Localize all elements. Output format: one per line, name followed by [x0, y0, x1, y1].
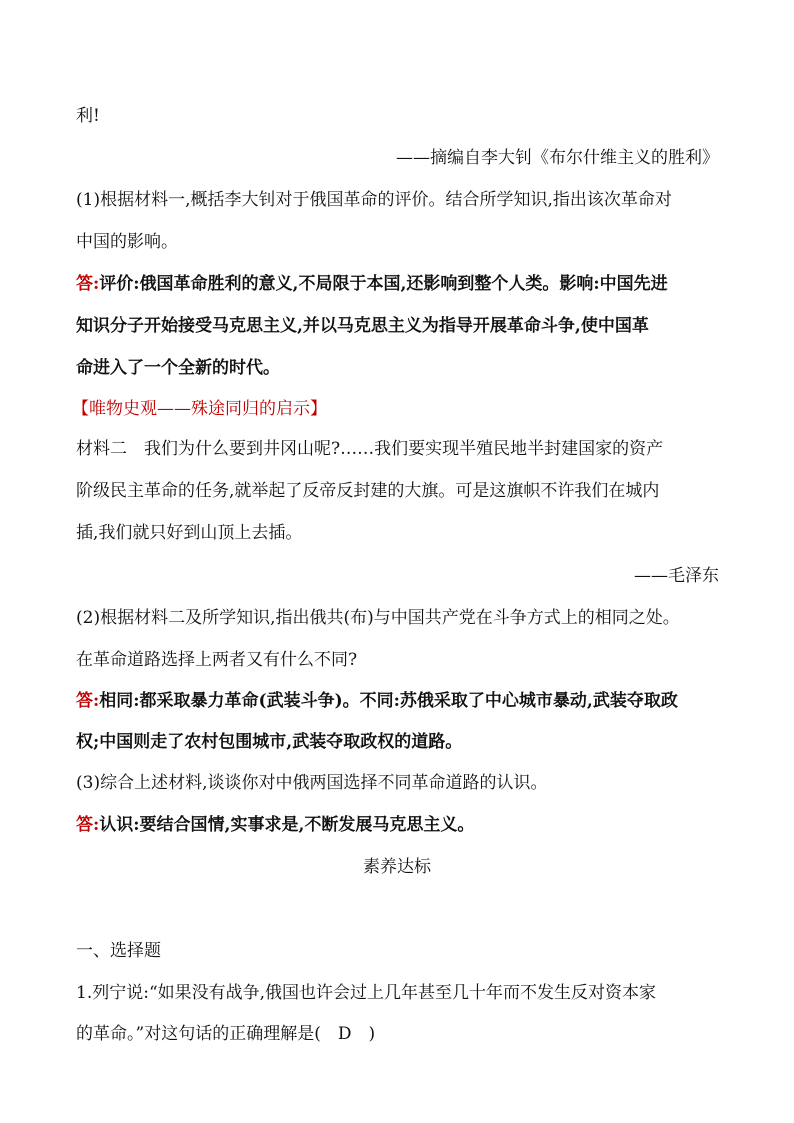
answer-1-line: 命进入了一个全新的时代。 — [76, 358, 280, 378]
answer-3-line — [76, 813, 474, 837]
text-line: 利! — [76, 106, 100, 126]
citation-source: ——摘编自李大钊《布尔什维主义的胜利》 — [396, 148, 719, 168]
answer-1-text: 评价:俄国革命胜利的意义,不局限于本国,还影响到整个人类。影响:中国先进 — [99, 274, 668, 294]
answer-2-text: 相同:都采取暴力革命(武装斗争)。不同:苏俄采取了中心城市暴动,武装夺取政 — [99, 691, 678, 711]
material-2-source: ——毛泽东 — [634, 566, 719, 586]
answer-label: 答: — [76, 274, 100, 294]
answer-1-line: 知识分子开始接受马克思主义,并以马克思主义为指导开展革命斗争,使中国革 — [76, 316, 649, 336]
answer-2-line: 权;中国则走了农村包围城市,武装夺取政权的道路。 — [76, 732, 463, 752]
question-2-line: (2)根据材料二及所学知识,指出俄共(布)与中国共产党在斗争方式上的相同之处。 — [76, 608, 680, 628]
problem-1-line: 的革命。”对这句话的正确理解是( D ) — [76, 1024, 376, 1044]
question-1-line: 中国的影响。 — [76, 232, 178, 252]
question-2-line: 在革命道路选择上两者又有什么不同? — [76, 650, 358, 670]
section-title: 一、选择题 — [76, 941, 161, 961]
answer-1-line — [76, 272, 668, 296]
material-2-line: 材料二 我们为什么要到井冈山呢?……我们要实现半殖民地半封建国家的资产 — [76, 439, 664, 459]
answer-3-text: 认识:要结合国情,实事求是,不断发展马克思主义。 — [99, 815, 475, 835]
answer-label: 答: — [76, 691, 100, 711]
material-2-line: 插,我们就只好到山顶上去插。 — [76, 523, 303, 543]
answer-2-line — [76, 689, 678, 713]
problem-1-line: 1.列宁说:“如果没有战争,俄国也许会过上几年甚至几十年而不发生反对资本家 — [76, 983, 657, 1003]
material-2-line: 阶级民主革命的任务,就举起了反帝反封建的大旗。可是这旗帜不许我们在城内 — [76, 481, 660, 501]
question-3-line: (3)综合上述材料,谈谈你对中俄两国选择不同革命道路的认识。 — [76, 773, 548, 793]
answer-label: 答: — [76, 815, 100, 835]
section-tag: 【唯物史观——殊途同归的启示】 — [72, 399, 327, 419]
question-1-line: (1)根据材料一,概括李大钊对于俄国革命的评价。结合所学知识,指出该次革命对 — [76, 190, 672, 210]
section-heading: 素养达标 — [363, 857, 431, 877]
